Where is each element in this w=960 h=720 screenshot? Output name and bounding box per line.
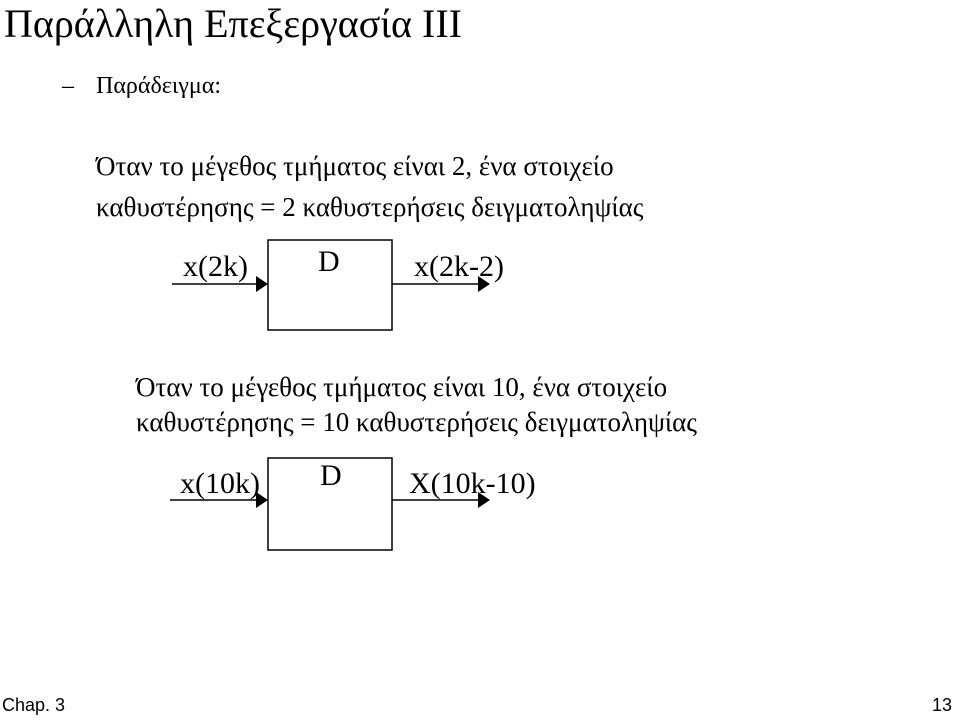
example-2-line-1: Όταν το μέγεθος τμήματος είναι 2, ένα στοιχείο — [96, 151, 614, 181]
input-arrowhead-1 — [256, 276, 268, 292]
footer-chapter: Chap. 3 — [2, 695, 66, 715]
bullet-text: Παράδειγμα: — [96, 73, 222, 99]
slide-title: Παράλληλη Επεξεργασία ΙΙΙ — [4, 1, 462, 46]
example-10-line-1: Όταν το μέγεθος τμήματος είναι 10, ένα στοιχείο — [136, 372, 668, 402]
example-2-line-2: καθυστέρησης = 2 καθυστερήσεις δειγματοληψίας — [96, 192, 644, 222]
input-signal-label-1: x(2k) — [183, 250, 248, 283]
example-10-line-2: καθυστέρησης = 10 καθυστερήσεις δειγματοληψίας — [136, 407, 697, 437]
bullet-dash: – — [62, 73, 74, 99]
output-signal-label-1: x(2k-2) — [414, 250, 504, 283]
output-signal-label-2: X(10k-10) — [409, 467, 536, 500]
footer-page-number: 13 — [931, 695, 952, 715]
input-signal-label-2: x(10k) — [180, 467, 260, 500]
delay-block-label-1: D — [318, 245, 340, 278]
delay-block-label-2: D — [320, 459, 342, 492]
